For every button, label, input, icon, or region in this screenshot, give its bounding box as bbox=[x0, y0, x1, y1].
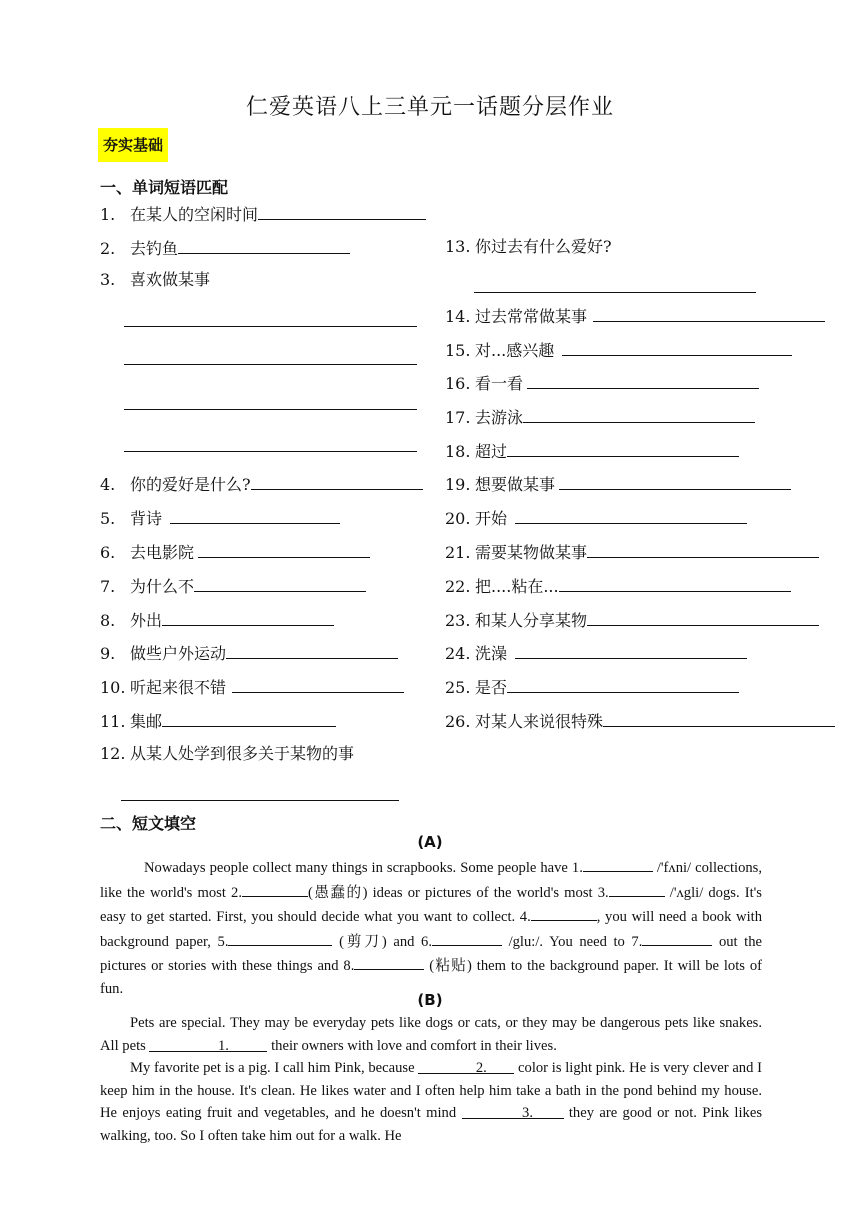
answer-blank[interactable] bbox=[559, 573, 791, 592]
level-badge: 夯实基础 bbox=[98, 128, 168, 162]
list-item: 21. 需要某物做某事 bbox=[445, 539, 819, 563]
list-item: 5. 背诗 bbox=[100, 505, 340, 529]
list-item: 25. 是否 bbox=[445, 674, 739, 698]
answer-blank[interactable] bbox=[507, 674, 739, 693]
answer-blank[interactable] bbox=[198, 539, 370, 558]
list-item: 20. 开始 bbox=[445, 505, 747, 529]
answer-blank[interactable] bbox=[178, 235, 350, 254]
blank-5[interactable] bbox=[228, 929, 332, 946]
answer-blank[interactable] bbox=[507, 438, 739, 457]
list-item: 13. 你过去有什么爱好? bbox=[445, 237, 612, 256]
section2-heading: 二、短文填空 bbox=[100, 814, 197, 833]
list-item: 24. 洗澡 bbox=[445, 640, 747, 664]
answer-blank[interactable] bbox=[251, 471, 423, 490]
answer-line[interactable] bbox=[124, 451, 417, 452]
answer-blank[interactable] bbox=[587, 539, 819, 558]
answer-blank[interactable] bbox=[559, 471, 791, 490]
blank-2[interactable] bbox=[242, 880, 308, 897]
blank-b2[interactable]: 2. bbox=[418, 1057, 514, 1074]
blank-b1[interactable]: 1. bbox=[149, 1035, 267, 1052]
blank-b3[interactable]: 3. bbox=[462, 1102, 564, 1119]
blank-7[interactable] bbox=[642, 929, 712, 946]
list-item: 8. 外出 bbox=[100, 607, 334, 631]
answer-blank[interactable] bbox=[226, 640, 398, 659]
answer-blank[interactable] bbox=[603, 708, 835, 727]
answer-blank[interactable] bbox=[515, 640, 747, 659]
passage-b-label: (B) bbox=[417, 991, 443, 1009]
answer-blank[interactable] bbox=[523, 404, 755, 423]
list-item: 26. 对某人来说很特殊 bbox=[445, 708, 835, 732]
answer-blank[interactable] bbox=[194, 573, 366, 592]
list-item: 16. 看一看 bbox=[445, 370, 759, 394]
answer-blank[interactable] bbox=[170, 505, 340, 524]
answer-blank[interactable] bbox=[593, 303, 825, 322]
answer-blank[interactable] bbox=[515, 505, 747, 524]
answer-blank[interactable] bbox=[527, 370, 759, 389]
passage-b-p1: Pets are special. They may be everyday pets like dogs or cats, or they may be dangerous pets like snakes. All pets 1. their owners with love and comfort in their lives. bbox=[100, 1015, 762, 1054]
list-item: 6. 去电影院 bbox=[100, 539, 370, 563]
page-title: 仁爱英语八上三单元一话题分层作业 bbox=[245, 95, 614, 120]
list-item: 22. 把....粘在... bbox=[445, 573, 791, 597]
list-item: 18. 超过 bbox=[445, 438, 739, 462]
answer-blank[interactable] bbox=[587, 607, 819, 626]
list-item: 14. 过去常常做某事 bbox=[445, 303, 825, 327]
list-item: 17. 去游泳 bbox=[445, 404, 755, 428]
answer-line[interactable] bbox=[124, 326, 417, 327]
list-item: 1. 在某人的空闲时间 bbox=[100, 201, 426, 225]
blank-6[interactable] bbox=[432, 929, 502, 946]
answer-line[interactable] bbox=[121, 800, 399, 801]
list-item: 9. 做些户外运动 bbox=[100, 640, 398, 664]
list-item: 3. 喜欢做某事 bbox=[100, 270, 211, 289]
blank-1[interactable] bbox=[583, 855, 653, 872]
answer-blank[interactable] bbox=[162, 708, 336, 727]
list-item: 11. 集邮 bbox=[100, 708, 336, 732]
passage-a: Nowadays people collect many things in scrapbooks. Some people have 1. /'fʌni/ collections, like the world's most 2. (愚蠢的) ideas or pictures of the world's most 3. /'ʌgli/ dogs. It's easy to get started. First, you should decide what you want to collect. 4. , you will need a book with background paper, 5. (剪刀) and 6. /glu:/. You need to 7. out the pictures or stories with these things and 8. (粘贴) them to the background paper. It will be lots of fun. bbox=[100, 855, 762, 1000]
list-item: 10. 听起来很不错 bbox=[100, 674, 404, 698]
list-item: 7. 为什么不 bbox=[100, 573, 366, 597]
list-item: 15. 对...感兴趣 bbox=[445, 337, 792, 361]
answer-line[interactable] bbox=[124, 409, 417, 410]
answer-blank[interactable] bbox=[232, 674, 404, 693]
list-item: 12. 从某人处学到很多关于某物的事 bbox=[100, 744, 355, 763]
answer-blank[interactable] bbox=[562, 337, 792, 356]
answer-line[interactable] bbox=[474, 292, 756, 293]
passage-a-label: (A) bbox=[417, 833, 443, 851]
passage-b-p2: My favorite pet is a pig. I call him Pink, because 2. color is light pink. He is very clever and I keep him in the house. It's clean. He likes water and I often help him take a bath in the pond behind my house. He enjoys eating fruit and vegetables, and he doesn't mind 3. they are good or not. Pink likes walking, too. So I often take him out for a walk. He bbox=[100, 1057, 762, 1147]
answer-line[interactable] bbox=[124, 364, 417, 365]
section1-heading: 一、单词短语匹配 bbox=[100, 178, 229, 197]
list-item: 2. 去钓鱼 bbox=[100, 235, 350, 259]
blank-8[interactable] bbox=[354, 953, 424, 970]
list-item: 19. 想要做某事 bbox=[445, 471, 791, 495]
answer-blank[interactable] bbox=[258, 201, 426, 220]
list-item: 23. 和某人分享某物 bbox=[445, 607, 819, 631]
blank-3[interactable] bbox=[609, 880, 665, 897]
answer-blank[interactable] bbox=[162, 607, 334, 626]
list-item: 4. 你的爱好是什么? bbox=[100, 471, 423, 495]
blank-4[interactable] bbox=[531, 904, 597, 921]
